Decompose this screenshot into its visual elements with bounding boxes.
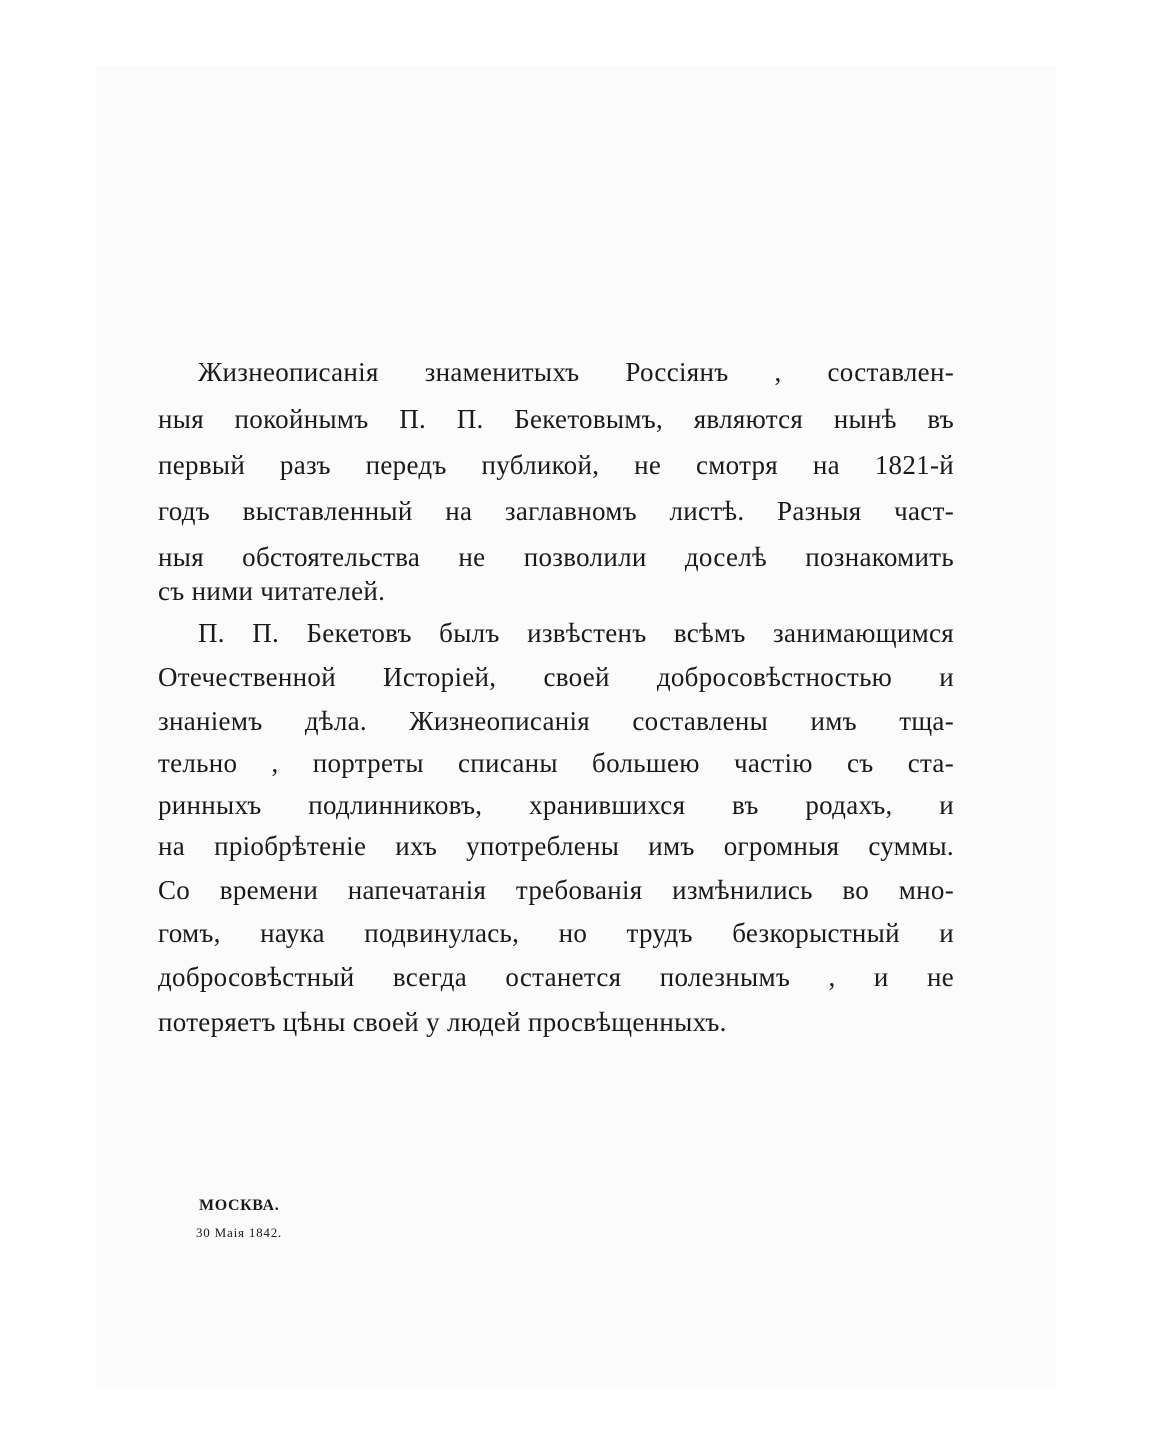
preface-line: съ ними читателей. bbox=[158, 576, 386, 606]
preface-line: потеряетъ цѣны своей у людей просвѣщенныхъ. bbox=[158, 1007, 727, 1037]
signature-place: МОСКВА. bbox=[199, 1197, 280, 1214]
preface-line: годъ выставленный на заглавномъ листѣ. Разныя част- bbox=[158, 496, 954, 526]
preface-line: на пріобрѣтеніе ихъ употреблены имъ огромныя суммы. bbox=[158, 831, 954, 861]
preface-line: П. П. Бекетовъ былъ извѣстенъ всѣмъ занимающимся bbox=[198, 618, 954, 648]
preface-line: первый разъ передъ публикой, не смотря на 1821-й bbox=[158, 450, 954, 480]
preface-line: ныя покойнымъ П. П. Бекетовымъ, являются нынѣ въ bbox=[158, 404, 954, 434]
preface-line: тельно , портреты списаны большею частію съ ста- bbox=[158, 748, 954, 778]
preface-line: Отечественной Исторіей, своей добросовѣстностью и bbox=[158, 662, 954, 692]
preface-line: знаніемъ дѣла. Жизнеописанія составлены имъ тща- bbox=[158, 706, 954, 736]
preface-line: гомъ, наука подвинулась, но трудъ безкорыстный и bbox=[158, 918, 954, 948]
preface-line: Со времени напечатанія требованія измѣнились во мно- bbox=[158, 875, 954, 905]
signature-date: 30 Маія 1842. bbox=[196, 1225, 283, 1240]
preface-line: добросовѣстный всегда останется полезнымъ , и не bbox=[158, 962, 954, 992]
preface-line: ныя обстоятельства не позволили доселѣ познакомить bbox=[158, 542, 954, 572]
preface-line: Жизнеописанія знаменитыхъ Россіянъ , составлен- bbox=[198, 357, 954, 387]
preface-line: ринныхъ подлинниковъ, хранившихся въ родахъ, и bbox=[158, 790, 954, 820]
